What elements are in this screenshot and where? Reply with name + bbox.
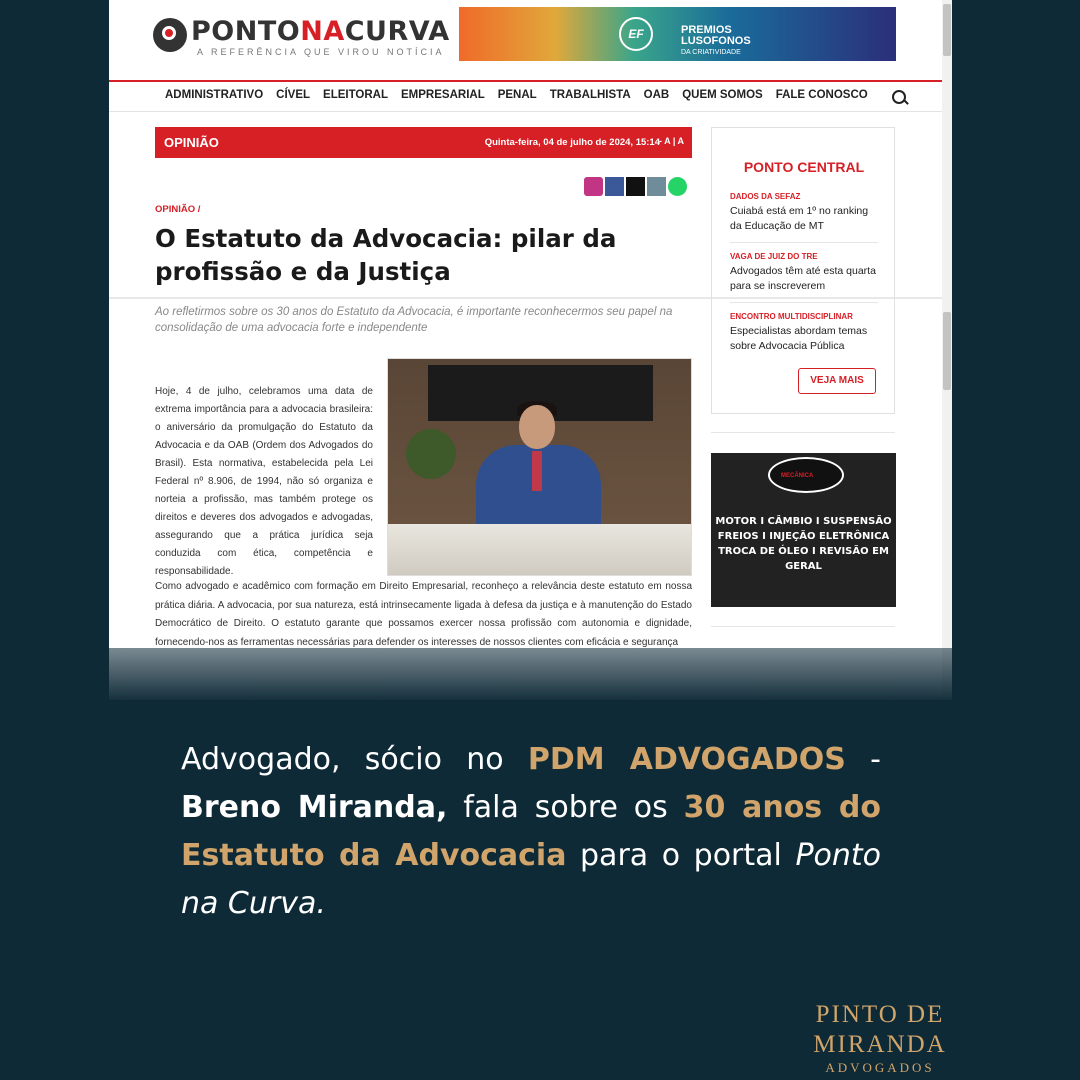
logo-mark-icon <box>153 18 187 52</box>
sidebar-ponto-central <box>711 127 895 414</box>
main-nav <box>165 89 881 101</box>
logo-tagline: A REFERÊNCIA QUE VIROU NOTÍCIA <box>197 47 445 57</box>
header-divider <box>109 80 952 82</box>
sidebar-news-item[interactable]: ENCONTRO MULTIDISCIPLINAR Especialistas abordam temas sobre Advocacia Pública <box>730 312 868 352</box>
ad-text: MOTOR I CÂMBIO I SUSPENSÃO FREIOS I INJEÇÃO ELETRÔNICA TROCA DE ÓLEO I REVISÃO EM GERAL <box>715 516 892 572</box>
nav-item-administrativo[interactable]: ADMINISTRATIVO <box>165 89 264 101</box>
scrollbar-thumb[interactable] <box>943 312 951 390</box>
logo-wordmark: PONTONACURVA <box>191 16 450 47</box>
article-paragraph-1: Hoje, 4 de julho, celebramos uma data de extrema importância para a advocacia brasileira: o aniversário da promulgação do Estatuto da Advocacia e da OAB (Ordem dos Advogados do Brasil). Esta normativa, estabelecida pela Lei Federal nº 8.906, de 1994, não só organiza e norteia a profissão, mas também protege os direitos e deveres dos advogados e advogadas, assegurando que a prática jurídica seja conduzida com ética, competência e responsabilidade. <box>155 386 373 577</box>
print-icon[interactable] <box>647 177 666 196</box>
ad-banner[interactable] <box>459 7 896 61</box>
brand-logo: PINTO DE MIRANDA ADVOGADOS <box>813 1001 947 1075</box>
sidebar-ad[interactable] <box>711 453 896 607</box>
sidebar-divider <box>711 626 895 627</box>
nav-divider <box>109 111 952 112</box>
author-photo <box>387 358 692 576</box>
nav-item-empresarial[interactable]: EMPRESARIAL <box>401 89 485 101</box>
facebook-icon[interactable] <box>605 177 624 196</box>
nav-item-fale-conosco[interactable]: FALE CONOSCO <box>775 89 868 101</box>
article-kicker[interactable]: OPINIÃO / <box>155 204 201 215</box>
banner-text: PREMIOS LUSOFONOS DA CRIATIVIDADE <box>681 24 751 56</box>
website-screenshot <box>109 0 952 700</box>
article-subtitle: Ao refletirmos sobre os 30 anos do Estatuto da Advocacia, é importante reconhecermos seu papel na consolidação de uma advocacia forte e independente <box>155 306 673 334</box>
nav-item-eleitoral[interactable]: ELEITORAL <box>323 89 389 101</box>
screenshot-fade <box>109 648 952 700</box>
sidebar-news-item[interactable]: VAGA DE JUIZ DO TRE Advogados têm até esta quarta para se inscreverem <box>730 252 876 292</box>
nav-item-penal[interactable]: PENAL <box>497 89 537 101</box>
post-caption: Advogado, sócio no PDM ADVOGADOS - Breno Miranda, fala sobre os 30 anos do Estatuto da Advocacia para o portal Ponto na Curva. <box>181 742 882 921</box>
section-bar <box>155 127 692 158</box>
share-bar <box>584 177 687 196</box>
sidebar-divider <box>730 242 878 243</box>
x-icon[interactable] <box>626 177 645 196</box>
nav-item-oab[interactable]: OAB <box>643 89 670 101</box>
sidebar-divider <box>711 432 895 433</box>
sidebar-title: PONTO CENTRAL <box>743 159 865 175</box>
ad-logo-text: MECÂNICA <box>781 473 814 479</box>
instagram-icon[interactable] <box>584 177 603 196</box>
nav-item-quem-somos[interactable]: QUEM SOMOS <box>682 89 763 101</box>
nav-item-civel[interactable]: CÍVEL <box>276 89 311 101</box>
scrollbar[interactable] <box>942 0 952 700</box>
scrollbar-thumb-top[interactable] <box>943 4 951 56</box>
article-headline: O Estatuto da Advocacia: pilar da profissão e da Justiça <box>155 224 617 286</box>
section-title: OPINIÃO <box>164 135 219 150</box>
search-icon[interactable] <box>892 90 906 104</box>
see-more-button[interactable]: VEJA MAIS <box>798 368 876 394</box>
article-date: Quinta-feira, 04 de julho de 2024, 15:14 <box>484 137 660 148</box>
banner-ef-logo: EF <box>619 17 653 51</box>
sidebar-divider <box>730 302 878 303</box>
sidebar-news-item[interactable]: DADOS DA SEFAZ Cuiabá está em 1º no ranking da Educação de MT <box>730 192 869 232</box>
font-size-controls[interactable]: - A | A <box>658 136 684 146</box>
whatsapp-icon[interactable] <box>668 177 687 196</box>
nav-item-trabalhista[interactable]: TRABALHISTA <box>549 89 631 101</box>
article-paragraph-2: Como advogado e acadêmico com formação em Direito Empresarial, reconheço a relevância deste estatuto em nossa prática diária. A advocacia, por sua natureza, está intrinsecamente ligada à defesa da justiça e à manutenção do Estado Democrático de Direito. O estatuto garante que possamos exercer nossa profissão com autonomia e dignidade, fornecendo-nos as ferramentas necessárias para defender os interesses de nossos clientes com eficácia e segurança <box>155 581 692 648</box>
